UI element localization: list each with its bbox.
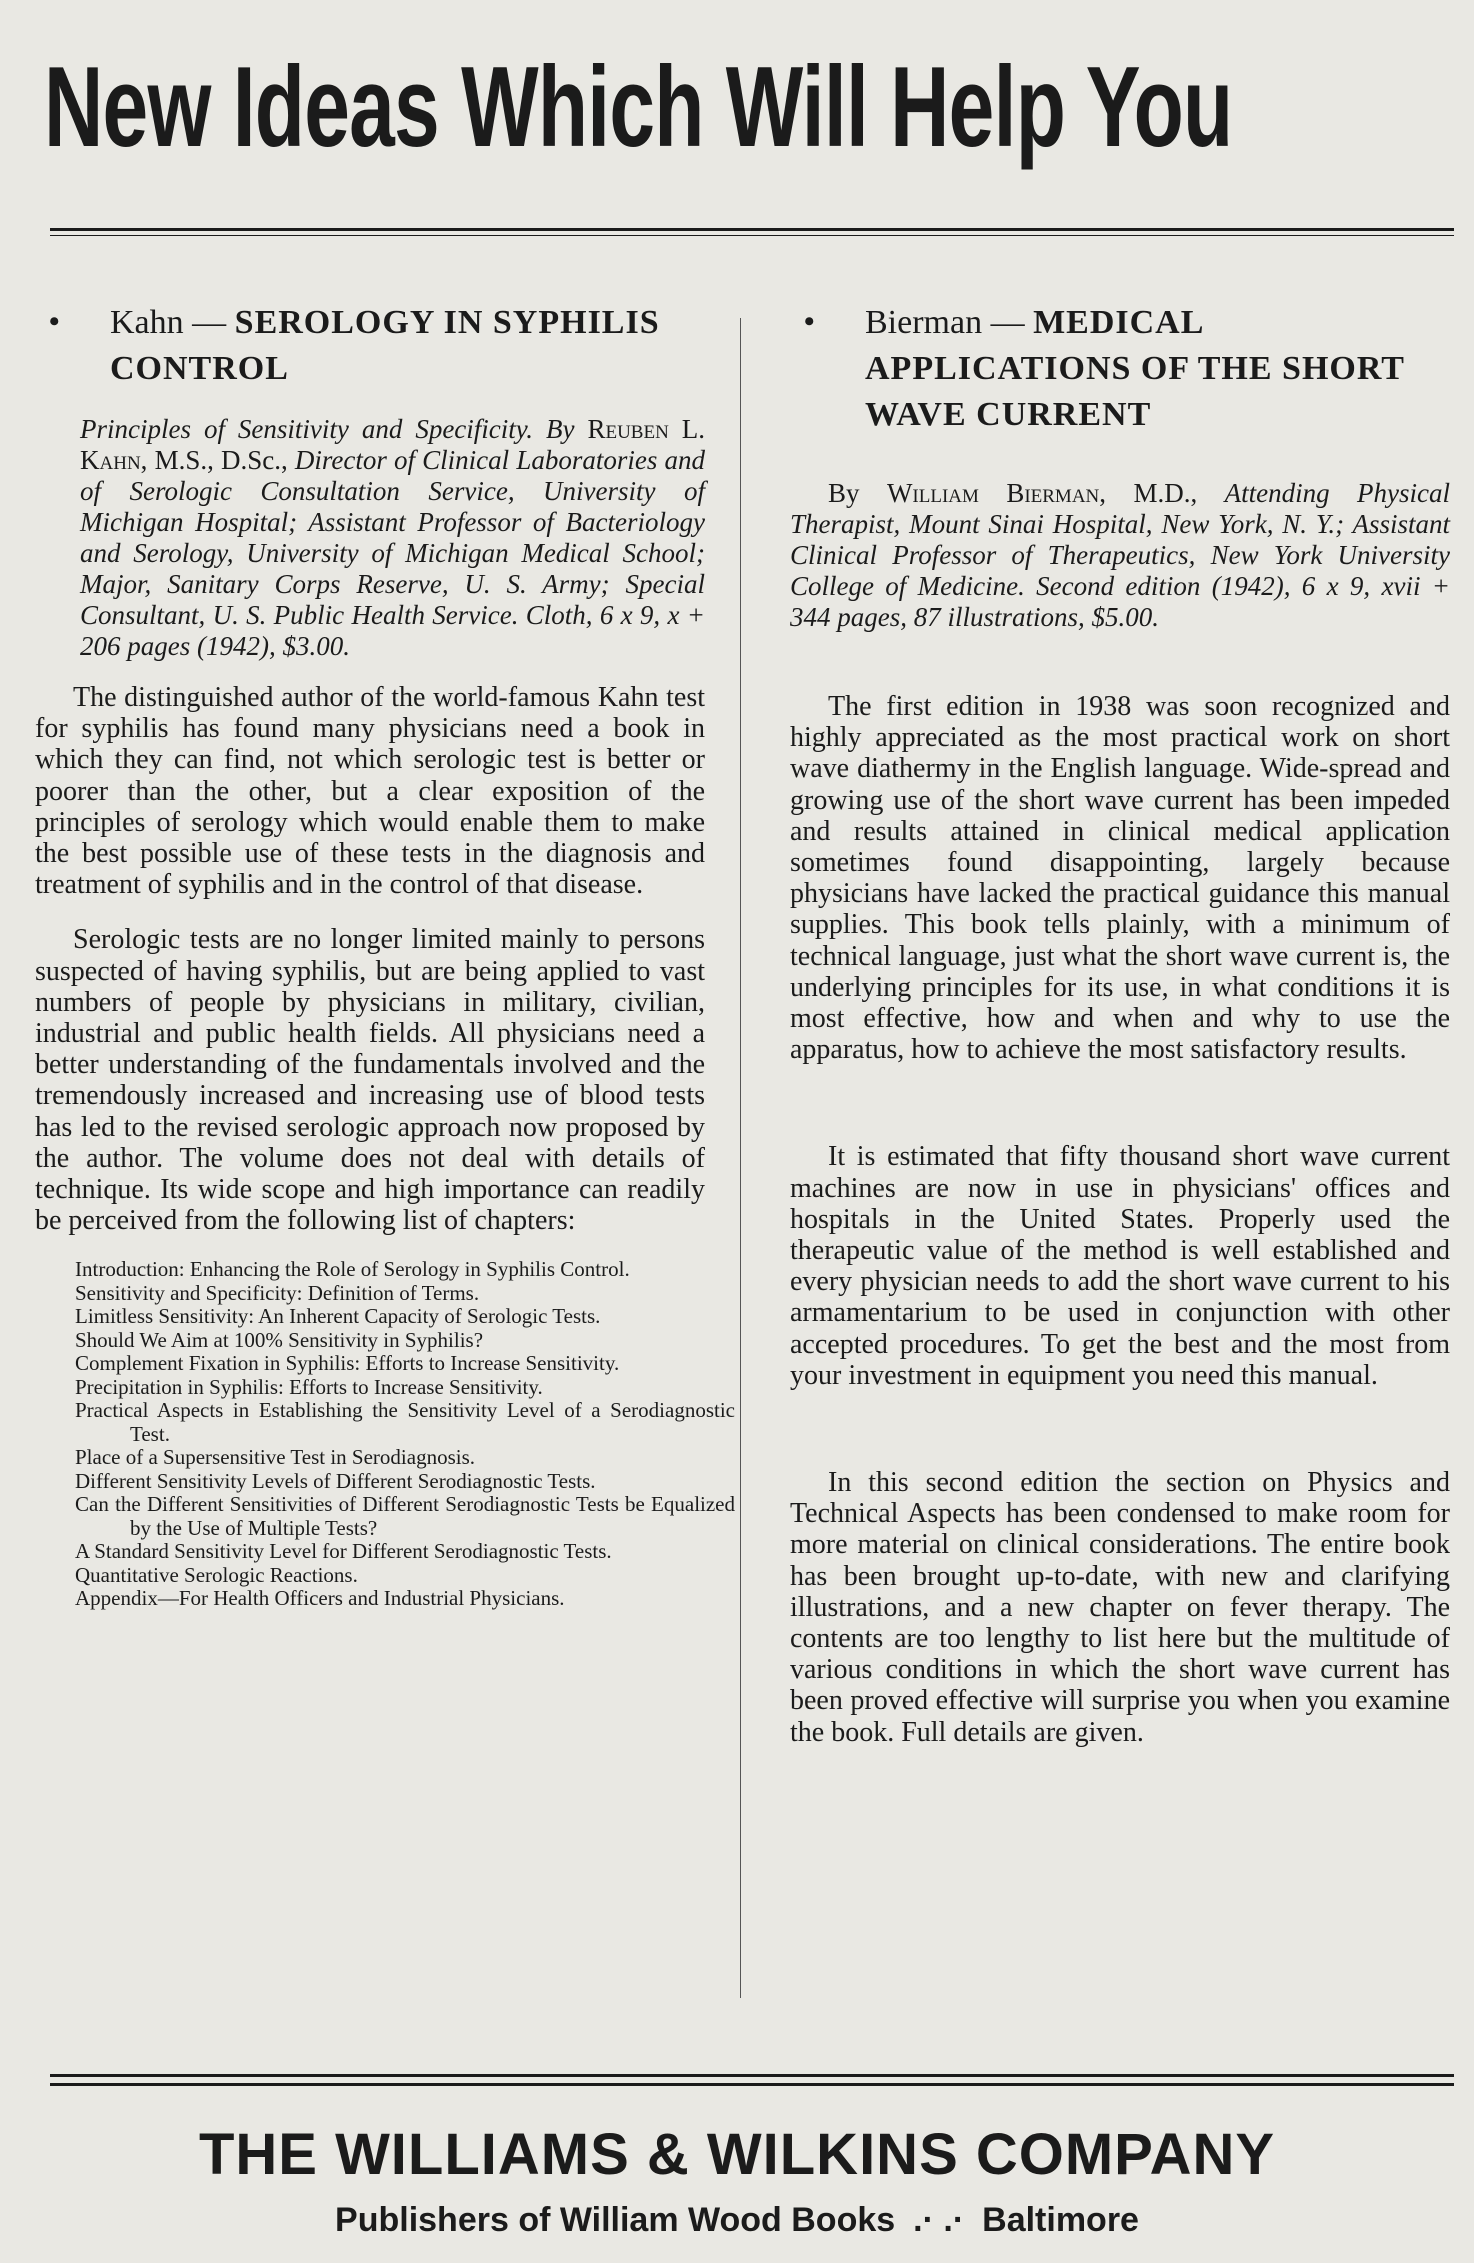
bierman-paragraph-2: It is estimated that fifty thousand short wave current machines are now in use in physicians' offices and hospitals in the United States. Properly used the therapeutic value of the method is well established and every physician needs to add the short wave current to his armamentarium to be used in conjunction with other accepted procedures. To get the best and the most from your investment in equipment you need this manual.	[790, 1141, 1450, 1391]
bierman-book-section	[790, 300, 1450, 1748]
publisher-city: Baltimore	[982, 2201, 1139, 2239]
kahn-paragraph-2: Serologic tests are no longer limited mainly to persons suspected of having syphilis, but are being applied to vast numbers of people by physicians in military, civilian, industrial and public health fields. All physicians need a better understanding of the fundamentals involved and the tremendously increased and increasing use of blood tests has led to the revised serologic approach now proposed by the author. The volume does not deal with details of technique. Its wide scope and high importance can readily be perceived from the following list of chapters:	[35, 924, 705, 1237]
byline-subtitle: Principles of Sensitivity and Specificity.	[80, 414, 534, 444]
byline-details: Attending Physical Therapist, Mount Sinai Hospital, New York, N. Y.; Assistant Clinical Professor of Therapeutics, New York University College of Medicine. Second edition (1942), 6 x 9, xvii + 344 pages, 87 illustrations, $5.00.	[790, 478, 1450, 632]
byline-by: By	[533, 414, 588, 444]
kahn-byline	[80, 414, 705, 662]
publisher-tagline	[0, 2200, 1474, 2240]
publisher-name: THE WILLIAMS & WILKINS COMPANY	[198, 2122, 1276, 2187]
bullet-icon: •	[804, 305, 816, 338]
list-item: Appendix—For Health Officers and Industrial Physicians.	[75, 1586, 565, 1611]
bierman-paragraph-1: The first edition in 1938 was soon recognized and highly appreciated as the most practical work on short wave diathermy in the English language. Wide-spread and growing use of the short wave current has been impeded and results attained in clinical medical application sometimes found disappointing, largely because physicians have lacked the practical guidance this manual supplies. This book tells plainly, with a minimum of technical language, just what the short wave current is, the underlying principles for its use, in what conditions it is most effective, how and when and why to use the apparatus, how to achieve the most satisfactory results.	[790, 691, 1450, 1066]
list-item: Place of a Supersensitive Test in Serodiagnosis.	[75, 1445, 475, 1470]
bierman-book-heading	[790, 300, 1450, 438]
byline-degrees: , M.S., D.Sc.,	[140, 445, 295, 475]
list-item: Precipitation in Syphilis: Efforts to Increase Sensitivity.	[75, 1374, 543, 1399]
book-title: MEDICAL APPLICATIONS OF THE SHORT WAVE CURRENT	[865, 304, 1405, 433]
chapter-list	[75, 1258, 735, 1611]
byline-author-name: William Bierman	[886, 478, 1100, 508]
bullet-icon: •	[49, 305, 61, 338]
kahn-book-heading	[35, 300, 705, 392]
kahn-book-section	[35, 300, 735, 1611]
heading-dash: —	[982, 304, 1034, 341]
byline-degrees: , M.D.,	[1099, 478, 1225, 508]
byline-details: Director of Clinical Laboratories and of Serologic Consultation Service, University of Michigan Hospital; Assistant Professor of Bacteriology and Serology, University of Michigan Medical School; Major, Sanitary Corps Reserve, U. S. Army; Special Consultant, U. S. Public Health Service. Cloth, 6 x 9, x + 206 pages (1942), $3.00.	[80, 445, 705, 661]
list-item: Quantitative Serologic Reactions.	[75, 1562, 358, 1587]
list-item: Practical Aspects in Establishing the Sensitivity Level of a Serodiagnostic Test.	[75, 1398, 735, 1446]
book-author: Kahn	[110, 304, 184, 341]
page-headline: New Ideas Which Will Help You	[44, 44, 1233, 171]
byline-author-name: Reuben L. Kahn	[80, 414, 705, 475]
top-rule	[50, 228, 1454, 236]
heading-dash: —	[183, 304, 235, 341]
list-item: Complement Fixation in Syphilis: Efforts to Increase Sensitivity.	[75, 1351, 620, 1376]
list-item: Limitless Sensitivity: An Inherent Capacity of Serologic Tests.	[75, 1304, 601, 1329]
list-item: Can the Different Sensitivities of Different Serodiagnostic Tests be Equalized by the Use of Multiple Tests?	[75, 1492, 735, 1540]
byline-by: By	[828, 478, 887, 508]
tagline-separator: .· .·	[913, 2201, 965, 2239]
bierman-byline	[790, 478, 1450, 633]
list-item: A Standard Sensitivity Level for Different Serodiagnostic Tests.	[75, 1539, 612, 1564]
list-item: Sensitivity and Specificity: Definition of Terms.	[75, 1280, 480, 1305]
book-title: SEROLOGY IN SYPHILIS CONTROL	[110, 304, 660, 387]
kahn-paragraph-1: The distinguished author of the world-famous Kahn test for syphilis has found many physicians need a book in which they can find, not which serologic test is better or poorer than the other, but a clear exposition of the principles of serology which would enable them to make the best possible use of these tests in the diagnosis and treatment of syphilis and in the control of that disease.	[35, 682, 705, 901]
list-item: Different Sensitivity Levels of Different Serodiagnostic Tests.	[75, 1468, 596, 1493]
list-item: Introduction: Enhancing the Role of Serology in Syphilis Control.	[75, 1257, 630, 1282]
bierman-paragraph-3: In this second edition the section on Physics and Technical Aspects has been condensed to make room for more material on clinical considerations. The entire book has been brought up-to-date, with new and clarifying illustrations, and a new chapter on fever therapy. The contents are too lengthy to list here but the multitude of various conditions in which the short wave current has been proved effective will surprise you when you examine the book. Full details are given.	[790, 1467, 1450, 1748]
list-item: Should We Aim at 100% Sensitivity in Syphilis?	[75, 1327, 484, 1352]
bottom-rule	[50, 2074, 1454, 2086]
tagline-text: Publishers of William Wood Books	[335, 2201, 896, 2239]
book-author: Bierman	[865, 304, 983, 341]
column-divider	[740, 318, 741, 1998]
